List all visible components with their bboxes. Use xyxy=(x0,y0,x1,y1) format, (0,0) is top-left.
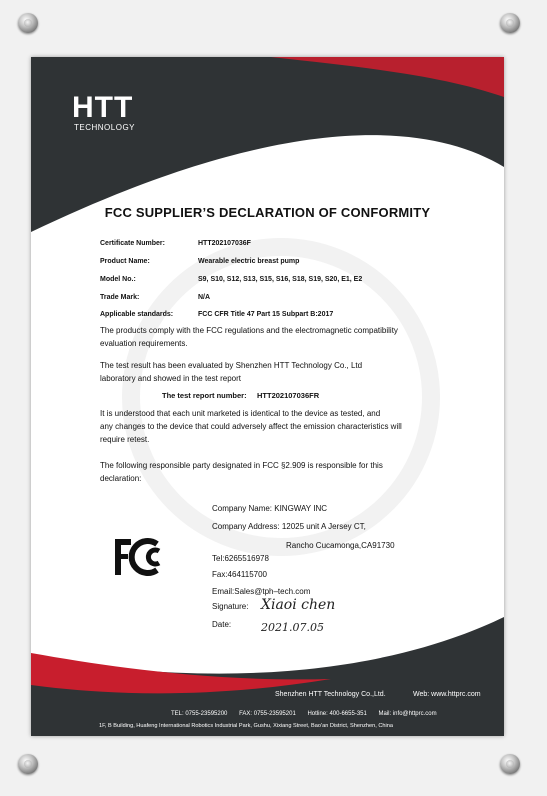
company-address-line-2: Rancho Cucamonga,CA91730 xyxy=(286,541,395,550)
identical-unit-line-2: any changes to the device that could adversely affect the emission characteristics will xyxy=(100,422,402,431)
compliance-paragraph xyxy=(100,324,440,350)
handwritten-date: 2021.07.05 xyxy=(261,621,324,634)
responsible-party-paragraph xyxy=(100,459,440,485)
applicable-standards-label: Applicable standards: xyxy=(100,311,174,318)
model-no-label: Model No.: xyxy=(100,276,136,283)
product-name-value: Wearable electric breast pump xyxy=(198,258,300,265)
evaluation-paragraph xyxy=(100,359,440,385)
footer-mail: Mail: info@httprc.com xyxy=(378,711,437,717)
footer-fax: FAX: 0755-23595201 xyxy=(239,711,296,717)
trade-mark-value: N/A xyxy=(198,294,211,301)
product-name-label: Product Name: xyxy=(100,258,150,265)
footer-tel: TEL: 0755-23595200 xyxy=(171,711,228,717)
trade-mark-label: Trade Mark: xyxy=(100,294,140,301)
compliance-line-2: evaluation requirements. xyxy=(100,339,188,348)
applicable-standards-value: FCC CFR Title 47 Part 15 Subpart B:2017 xyxy=(198,311,334,318)
screw-bottom-left xyxy=(18,754,38,774)
certificate-panel xyxy=(31,57,504,736)
evaluation-line-2: laboratory and showed in the test report xyxy=(100,374,241,383)
company-address: Company Address: 12025 unit A Jersey CT, xyxy=(212,522,366,531)
footer-company: Shenzhen HTT Technology Co.,Ltd. xyxy=(275,691,386,698)
certificate-number-value: HTT202107036F xyxy=(198,240,251,247)
identical-unit-paragraph xyxy=(100,407,450,446)
logo-title: HTT xyxy=(72,91,134,124)
company-tel: Tel:6265516978 xyxy=(212,554,269,563)
screw-top-right xyxy=(500,13,520,33)
identical-unit-line-3: require retest. xyxy=(100,435,150,444)
responsible-party-line-1: The following responsible party designated in FCC §2.909 is responsible for this xyxy=(100,461,383,470)
date-label: Date: xyxy=(212,620,232,629)
footer-website: Web: www.httprc.com xyxy=(413,691,481,698)
footer-address: 1F, B Building, Huafeng International Robotics Industrial Park, Gushu, Xixiang Street, Bao'an District, Shenzhen, China xyxy=(99,723,393,729)
report-number-label: The test report number: xyxy=(162,391,247,400)
identical-unit-line-1: It is understood that each unit marketed is identical to the device as tested, and xyxy=(100,409,381,418)
document-title: FCC SUPPLIER’S DECLARATION OF CONFORMITY xyxy=(104,205,431,220)
responsible-party-line-2: declaration: xyxy=(100,474,142,483)
report-number-value: HTT202107036FR xyxy=(257,391,320,400)
company-name: Company Name: KINGWAY INC xyxy=(212,504,327,513)
company-fax: Fax:464115700 xyxy=(212,570,268,579)
handwritten-signature: Xiaoi chen xyxy=(261,597,336,613)
fcc-logo xyxy=(113,535,171,579)
footer-hotline: Hotline: 400-6655-351 xyxy=(307,711,367,717)
screw-top-left xyxy=(18,13,38,33)
footer-contact-line xyxy=(171,711,501,717)
signature-label: Signature: xyxy=(212,602,249,611)
screw-bottom-right xyxy=(500,754,520,774)
model-no-value: S9, S10, S12, S13, S15, S16, S18, S19, S20, E1, E2 xyxy=(198,276,363,283)
evaluation-line-1: The test result has been evaluated by Shenzhen HTT Technology Co., Ltd xyxy=(100,361,363,370)
company-email: Email:Sales@tph–tech.com xyxy=(212,587,311,596)
logo-subtitle: TECHNOLOGY xyxy=(74,123,136,132)
certificate-number-label: Certificate Number: xyxy=(100,240,165,247)
compliance-line-1: The products comply with the FCC regulations and the electromagnetic compatibility xyxy=(100,326,398,335)
